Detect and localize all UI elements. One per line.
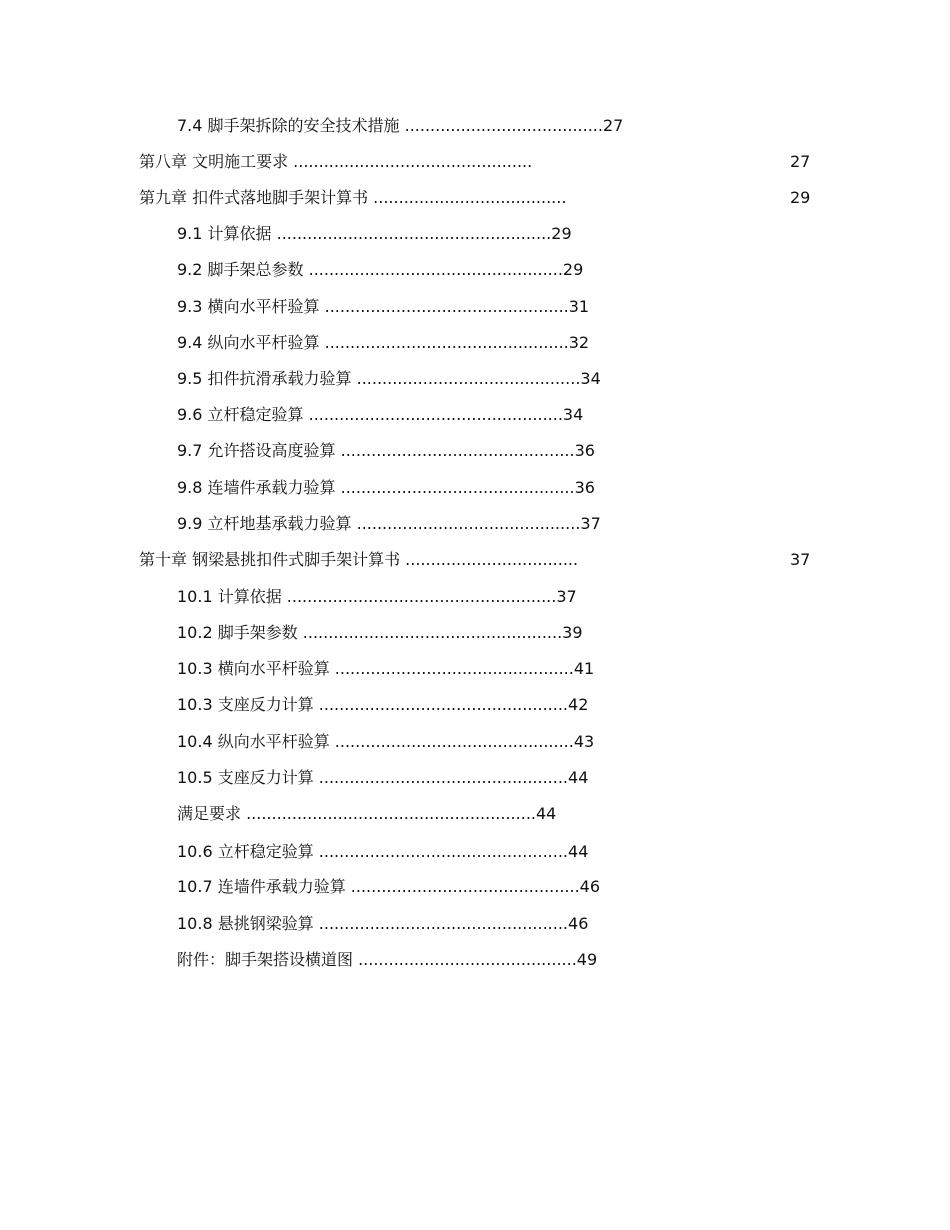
- toc-page-number: 37: [790, 550, 811, 569]
- toc-entry[interactable]: [0, 730, 950, 754]
- toc-entry[interactable]: [0, 693, 950, 717]
- toc-entry[interactable]: [0, 766, 950, 790]
- toc-entry[interactable]: [0, 512, 950, 536]
- toc-entry-text: 9.8 连墙件承载力验算 ..............................................36: [177, 478, 595, 497]
- toc-chapter-entry[interactable]: [0, 150, 950, 174]
- toc-chapter-title: 第八章 文明施工要求 ...............................................: [139, 152, 533, 171]
- toc-entry[interactable]: [0, 621, 950, 645]
- toc-entry[interactable]: [0, 367, 950, 391]
- toc-entry-text: 10.3 支座反力计算 .................................................42: [177, 695, 589, 714]
- toc-chapter-entry[interactable]: [0, 548, 950, 572]
- toc-entry-text: 10.2 脚手架参数 ...................................................39: [177, 623, 583, 642]
- toc-entry-text: 满足要求 .........................................................44: [177, 804, 557, 823]
- toc-entry[interactable]: [0, 840, 950, 864]
- toc-entry[interactable]: [0, 657, 950, 681]
- toc-entry[interactable]: [0, 222, 950, 246]
- toc-entry[interactable]: [0, 331, 950, 355]
- toc-entry-text: 10.7 连墙件承载力验算 .............................................46: [177, 877, 601, 896]
- toc-entry-text: 9.2 脚手架总参数 ..................................................29: [177, 260, 584, 279]
- toc-entry-text: 10.3 横向水平杆验算 ...............................................41: [177, 659, 595, 678]
- toc-entry-text: 附件：脚手架搭设横道图 ...........................................49: [177, 950, 598, 969]
- toc-entry[interactable]: [0, 114, 950, 138]
- toc-entry-text: 10.4 纵向水平杆验算 ...............................................43: [177, 732, 595, 751]
- toc-entry-text: 10.8 悬挑钢梁验算 .................................................46: [177, 914, 589, 933]
- toc-entry-text: 7.4 脚手架拆除的安全技术措施 .......................................27: [177, 116, 624, 135]
- toc-entry-text: 9.5 扣件抗滑承载力验算 ............................................34: [177, 369, 601, 388]
- toc-entry[interactable]: [0, 403, 950, 427]
- toc-entry-text: 10.5 支座反力计算 .................................................44: [177, 768, 589, 787]
- toc-entry[interactable]: [0, 802, 950, 826]
- toc-entry[interactable]: [0, 948, 950, 972]
- toc-entry-text: 9.9 立杆地基承载力验算 ............................................37: [177, 514, 601, 533]
- toc-entry-text: 9.7 允许搭设高度验算 ..............................................36: [177, 441, 595, 460]
- toc-chapter-title: 第九章 扣件式落地脚手架计算书 ......................................: [139, 188, 567, 207]
- toc-chapter-entry[interactable]: [0, 186, 950, 210]
- toc-entry[interactable]: [0, 295, 950, 319]
- toc-entry[interactable]: [0, 439, 950, 463]
- toc-entry-text: 9.4 纵向水平杆验算 ................................................32: [177, 333, 590, 352]
- toc-entry[interactable]: [0, 476, 950, 500]
- toc-entry[interactable]: [0, 912, 950, 936]
- toc-page-number: 29: [790, 188, 811, 207]
- toc-page-number: 27: [790, 152, 811, 171]
- toc-entry[interactable]: [0, 258, 950, 282]
- toc-entry-text: 9.1 计算依据 ......................................................29: [177, 224, 572, 243]
- toc-entry-text: 9.6 立杆稳定验算 ..................................................34: [177, 405, 584, 424]
- toc-chapter-title: 第十章 钢梁悬挑扣件式脚手架计算书 ..................................: [139, 550, 579, 569]
- toc-entry[interactable]: [0, 585, 950, 609]
- toc-entry-text: 10.1 计算依据 .....................................................37: [177, 587, 577, 606]
- toc-entry-text: 10.6 立杆稳定验算 .................................................44: [177, 842, 589, 861]
- toc-entry[interactable]: [0, 875, 950, 899]
- toc-entry-text: 9.3 横向水平杆验算 ................................................31: [177, 297, 590, 316]
